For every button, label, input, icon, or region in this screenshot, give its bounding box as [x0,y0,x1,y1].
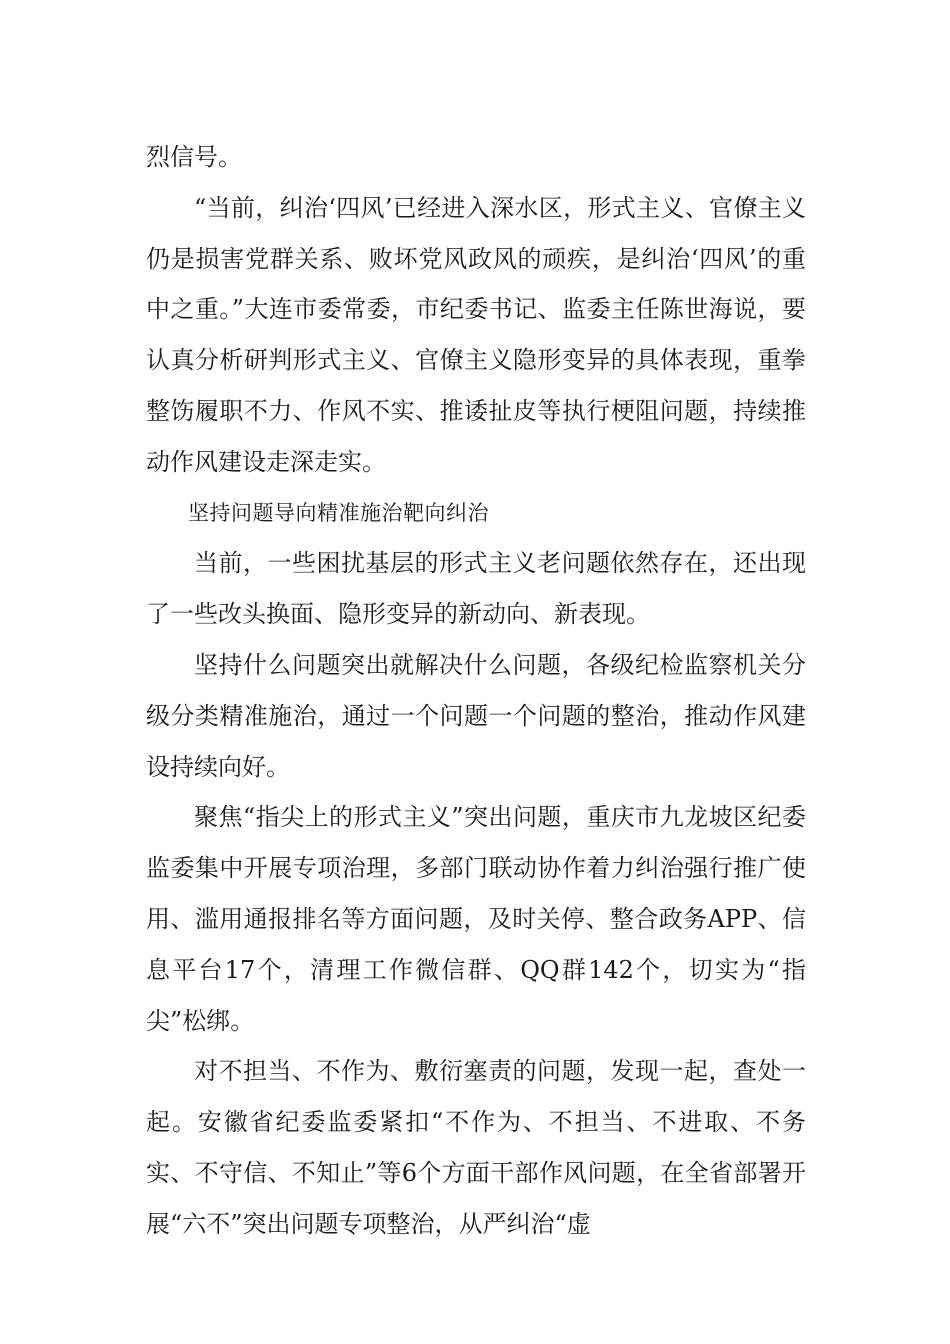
section-heading: 坚持问题导向精准施治靶向纠治 [188,500,489,525]
paragraph: 聚焦“指尖上的形式主义”突出问题，重庆市九龙坡区纪委监委集中开展专项治理，多部门联动协作着力纠治强行推广使用、滥用通报排名等方面问题，及时关停、整合政务APP、信息平台17个，清理工作微信群、QQ群142个，切实为“指尖”松绑。 [146,803,806,1035]
document-body [146,132,806,1250]
paragraph-continuation: 烈信号。 [146,143,242,171]
paragraph: 坚持什么问题突出就解决什么问题，各级纪检监察机关分级分类精准施治，通过一个问题一个问题的整治，推动作风建设持续向好。 [146,650,806,781]
paragraph: 当前，一些困扰基层的形式主义老问题依然存在，还出现了一些改头换面、隐形变异的新动向、新表现。 [146,549,806,629]
paragraph: 对不担当、不作为、敷衍塞责的问题，发现一起，查处一起。安徽省纪委监委紧扣“不作为、不担当、不进取、不务实、不守信、不知止”等6个方面干部作风问题，在全省部署开展“六不”突出问题专项整治，从严纠治“虚 [146,1057,806,1238]
paragraph-quote: “当前，纠治‘四风’已经进入深水区，形式主义、官僚主义仍是损害党群关系、败坏党风政风的顽疾，是纠治‘四风’的重中之重。”大连市委常委，市纪委书记、监委主任陈世海说，要认真分析研判形式主义、官僚主义隐形变异的具体表现，重拳整饬履职不力、作风不实、推诿扯皮等执行梗阻问题，持续推动作风建设走深走实。 [146,193,806,476]
